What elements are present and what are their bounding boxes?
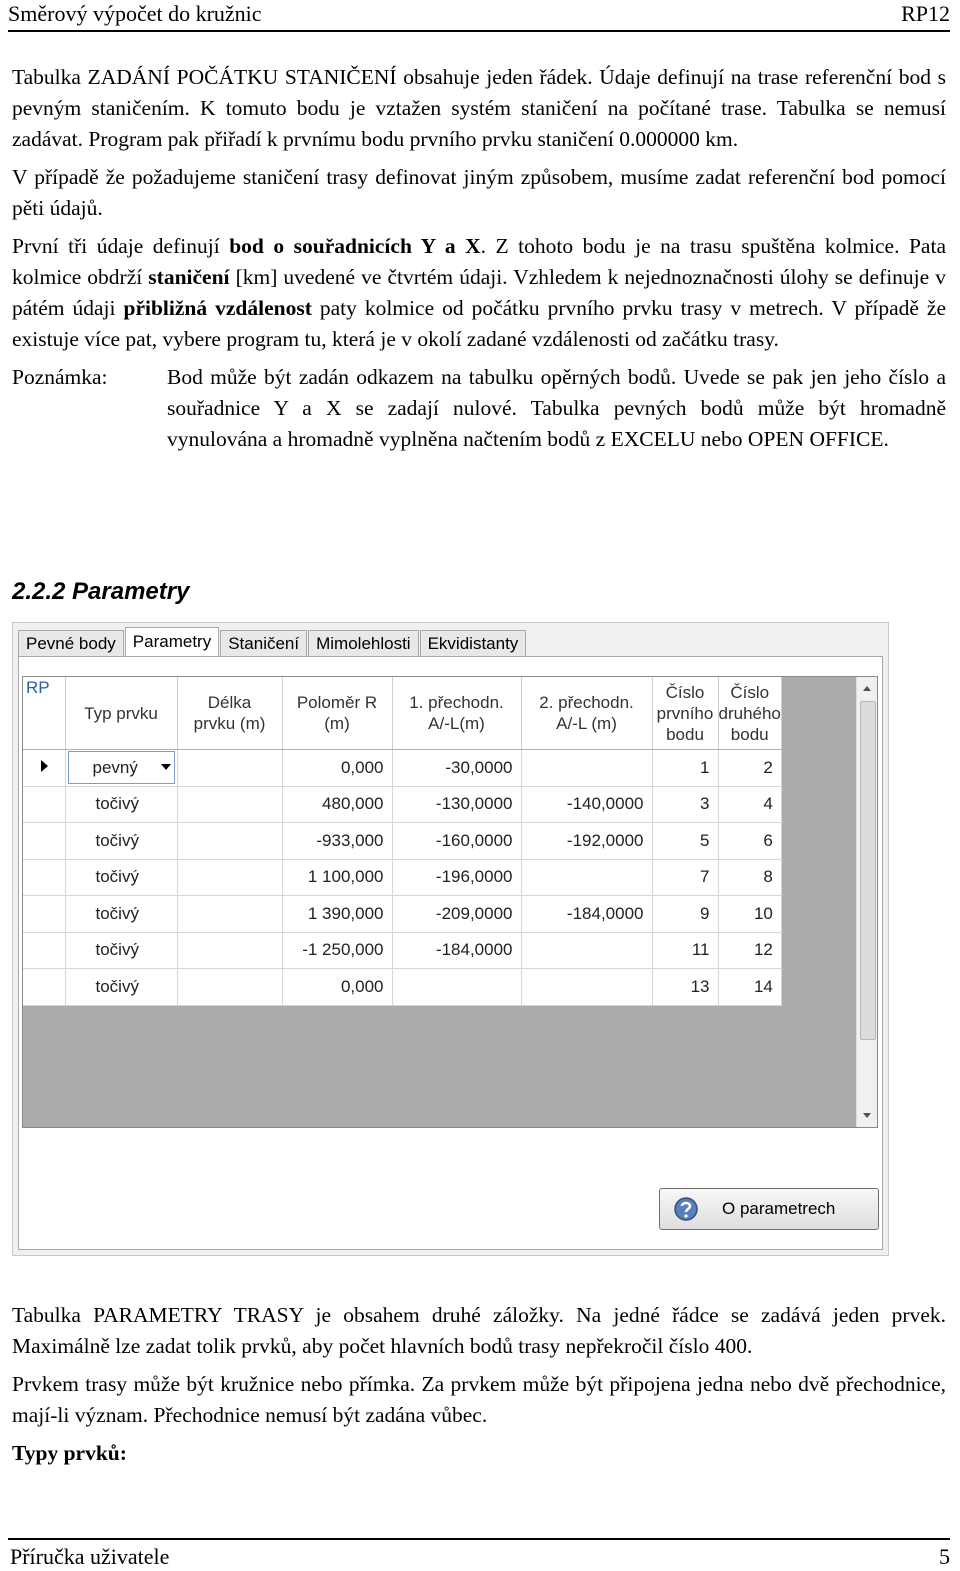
p3-text-d: [km] uvedené ve čtvrtém údaji. Vzhledem k nejednoznačnosti úlohy se definuje v pátém údaji xyxy=(12,265,946,320)
parameters-window xyxy=(12,622,889,1256)
col-t2-line1: 2. přechodn. xyxy=(539,693,634,712)
p3-text-a: První tři údaje definují xyxy=(12,234,230,258)
row-selector-current[interactable] xyxy=(23,750,65,787)
row-selector[interactable] xyxy=(23,896,65,933)
col-type-line1: Typ prvku xyxy=(84,703,158,723)
radius-cell[interactable]: 1 390,000 xyxy=(282,896,392,933)
about-parameters-button[interactable] xyxy=(659,1188,879,1230)
types-heading: Typy prvků: xyxy=(12,1441,127,1465)
length-cell[interactable] xyxy=(177,969,282,1006)
length-cell[interactable] xyxy=(177,859,282,896)
parameters-table xyxy=(23,677,782,1006)
col-p2-line1: Číslo xyxy=(730,682,770,702)
second-point-cell[interactable]: 8 xyxy=(718,859,781,896)
after-text xyxy=(12,1300,946,1476)
page-footer xyxy=(8,1538,950,1571)
first-point-cell[interactable]: 11 xyxy=(652,932,718,969)
tab-parametry[interactable]: Parametry xyxy=(125,627,219,658)
after-paragraph-1: Tabulka PARAMETRY TRASY je obsahem druhé záložky. Na jedné řádce se zadává jeden prvek. Maximálně lze zadat tolik prvků, aby počet hlavních bodů trasy nepřekročil číslo 400. xyxy=(12,1303,946,1358)
first-point-cell[interactable]: 9 xyxy=(652,896,718,933)
col-length-line1: Délka xyxy=(207,693,252,712)
col-header-length[interactable] xyxy=(177,677,282,750)
transition2-cell[interactable]: -192,0000 xyxy=(521,823,652,860)
radius-cell[interactable]: 1 100,000 xyxy=(282,859,392,896)
second-point-cell[interactable]: 4 xyxy=(718,786,781,823)
col-radius-line1: Poloměr R xyxy=(296,693,378,712)
note xyxy=(12,362,946,455)
transition1-cell[interactable] xyxy=(392,969,521,1006)
tab-pevne-body[interactable]: Pevné body xyxy=(18,630,124,657)
type-value: pevný xyxy=(92,758,138,778)
after-paragraph-2: Prvkem trasy může být kružnice nebo přímka. Za prvkem může být připojena jedna nebo dvě přechodnice, mají-li význam. Přechodnice nemusí být zadána vůbec. xyxy=(12,1372,946,1427)
col-p1-line3: bodu xyxy=(666,724,704,744)
vertical-scrollbar[interactable] xyxy=(856,677,877,1127)
transition2-cell[interactable] xyxy=(521,750,652,787)
col-header-radius[interactable] xyxy=(282,677,392,750)
col-p2-line2: druhého xyxy=(718,703,781,723)
type-cell[interactable]: točivý xyxy=(65,896,177,933)
intro-paragraph-2: V případě že požadujeme staničení trasy definovat jiným způsobem, musíme zadat referenční bod pomocí pěti údajů. xyxy=(12,165,946,220)
scroll-thumb[interactable] xyxy=(860,701,876,1040)
col-radius-line2: (m) xyxy=(324,714,350,733)
first-point-cell[interactable]: 3 xyxy=(652,786,718,823)
col-header-transition-2[interactable] xyxy=(521,677,652,750)
first-point-cell[interactable]: 13 xyxy=(652,969,718,1006)
transition1-cell[interactable]: -184,0000 xyxy=(392,932,521,969)
radius-cell[interactable]: -1 250,000 xyxy=(282,932,392,969)
transition1-cell[interactable]: -130,0000 xyxy=(392,786,521,823)
about-parameters-label: O parametrech xyxy=(722,1199,836,1218)
type-cell[interactable]: točivý xyxy=(65,859,177,896)
table-row[interactable] xyxy=(23,896,781,933)
type-cell[interactable]: točivý xyxy=(65,823,177,860)
transition2-cell[interactable] xyxy=(521,969,652,1006)
length-cell[interactable] xyxy=(177,932,282,969)
p3-text-c: . Z tohoto bodu je na trasu spuštěna kolmice. Pata kolmice obdrží xyxy=(12,234,946,289)
col-p2-line3: bodu xyxy=(730,724,769,744)
page-number: 5 xyxy=(939,1544,950,1569)
tab-panel xyxy=(18,656,883,1250)
second-point-cell[interactable]: 14 xyxy=(718,969,781,1006)
second-point-cell[interactable]: 10 xyxy=(718,896,781,933)
col-header-type[interactable] xyxy=(65,677,177,750)
row-selector[interactable] xyxy=(23,786,65,823)
transition1-cell[interactable]: -30,0000 xyxy=(392,750,521,787)
table-row[interactable] xyxy=(23,823,781,860)
table-row[interactable] xyxy=(23,786,781,823)
header-title: Směrový výpočet do kružnic xyxy=(8,1,262,26)
note-text: Bod může být zadán odkazem na tabulku opěrných bodů. Uvede se pak jen jeho číslo a souřadnice Y a X se zadají nulové. Tabulka pevných bodů může být hromadně vynulována a hromadně vyplněna načtením bodů z EXCELU nebo OPEN OFFICE. xyxy=(167,365,946,451)
p3-bold-1: bod o souřadnicích Y a X xyxy=(229,234,481,258)
length-cell[interactable] xyxy=(177,823,282,860)
first-point-cell[interactable]: 5 xyxy=(652,823,718,860)
corner-cell: RP xyxy=(23,677,65,750)
second-point-cell[interactable]: 6 xyxy=(718,823,781,860)
row-selector[interactable] xyxy=(23,969,65,1006)
radius-cell[interactable]: -933,000 xyxy=(282,823,392,860)
col-t1-line2: A/-L(m) xyxy=(428,714,485,733)
intro-text xyxy=(12,62,946,455)
page-header xyxy=(8,0,950,32)
table-row[interactable] xyxy=(23,932,781,969)
table-row[interactable] xyxy=(23,859,781,896)
col-length-line2: prvku (m) xyxy=(193,714,266,733)
table-row[interactable] xyxy=(23,969,781,1006)
current-row-arrow-icon xyxy=(38,759,50,773)
table-row[interactable] xyxy=(23,750,781,787)
tab-ekvidistanty[interactable]: Ekvidistanty xyxy=(420,630,527,657)
length-cell[interactable] xyxy=(177,896,282,933)
first-point-cell[interactable]: 7 xyxy=(652,859,718,896)
first-point-cell[interactable]: 1 xyxy=(652,750,718,787)
note-label: Poznámka: xyxy=(12,365,108,389)
row-selector[interactable] xyxy=(23,823,65,860)
col-t2-line2: A/-L (m) xyxy=(556,714,617,733)
second-point-cell[interactable]: 2 xyxy=(718,750,781,787)
chevron-down-icon[interactable] xyxy=(161,764,171,770)
transition2-cell[interactable] xyxy=(521,859,652,896)
radius-cell[interactable]: 0,000 xyxy=(282,750,392,787)
tab-staniceni[interactable]: Staničení xyxy=(220,630,307,657)
row-selector[interactable] xyxy=(23,859,65,896)
type-cell[interactable] xyxy=(65,750,177,787)
p3-bold-2: staničení xyxy=(148,265,230,289)
parameters-grid[interactable] xyxy=(22,676,878,1128)
row-selector[interactable] xyxy=(23,932,65,969)
intro-paragraph-3 xyxy=(12,231,946,355)
footer-title: Příručka uživatele xyxy=(10,1544,170,1569)
col-t1-line1: 1. přechodn. xyxy=(409,693,504,712)
type-cell[interactable]: točivý xyxy=(65,969,177,1006)
col-header-transition-1[interactable] xyxy=(392,677,521,750)
col-header-second-point[interactable] xyxy=(718,677,781,750)
tab-bar xyxy=(18,627,527,657)
type-dropdown[interactable] xyxy=(68,751,175,784)
scroll-up-icon[interactable] xyxy=(859,680,875,698)
transition1-cell[interactable]: -196,0000 xyxy=(392,859,521,896)
section-title: 2.2.2 Parametry xyxy=(12,578,190,605)
scroll-down-icon[interactable] xyxy=(859,1106,875,1124)
length-cell[interactable] xyxy=(177,750,282,787)
col-p1-line1: Číslo xyxy=(665,682,705,702)
p3-text-e: paty kolmice od počátku prvního prvku trasy v metrech. V případě že existuje více pat, vybere program tu, která je v okolí zadané vzdálenosti od začátku trasy. xyxy=(12,296,946,351)
transition2-cell[interactable]: -184,0000 xyxy=(521,896,652,933)
radius-cell[interactable]: 480,000 xyxy=(282,786,392,823)
help-icon xyxy=(672,1195,700,1223)
second-point-cell[interactable]: 12 xyxy=(718,932,781,969)
p3-bold-3: přibližná vzdálenost xyxy=(123,296,312,320)
length-cell[interactable] xyxy=(177,786,282,823)
transition2-cell[interactable]: -140,0000 xyxy=(521,786,652,823)
type-cell[interactable]: točivý xyxy=(65,786,177,823)
after-paragraph-3 xyxy=(12,1438,946,1469)
header-code: RP12 xyxy=(901,1,950,26)
radius-cell[interactable]: 0,000 xyxy=(282,969,392,1006)
intro-paragraph-1: Tabulka ZADÁNÍ POČÁTKU STANIČENÍ obsahuje jeden řádek. Údaje definují na trase referenční bod s pevným staničením. K tomuto bodu je vztažen systém staničení na počítané trase. Tabulka se nemusí zadávat. Program pak přiřadí k prvnímu bodu prvního prvku staničení 0.000000 km. xyxy=(12,65,946,151)
transition1-cell[interactable]: -209,0000 xyxy=(392,896,521,933)
tab-mimolehlosti[interactable]: Mimolehlosti xyxy=(308,630,418,657)
transition1-cell[interactable]: -160,0000 xyxy=(392,823,521,860)
col-header-first-point[interactable] xyxy=(652,677,718,750)
col-p1-line2: prvního xyxy=(656,703,714,723)
type-cell[interactable]: točivý xyxy=(65,932,177,969)
header-row xyxy=(23,677,781,750)
transition2-cell[interactable] xyxy=(521,932,652,969)
